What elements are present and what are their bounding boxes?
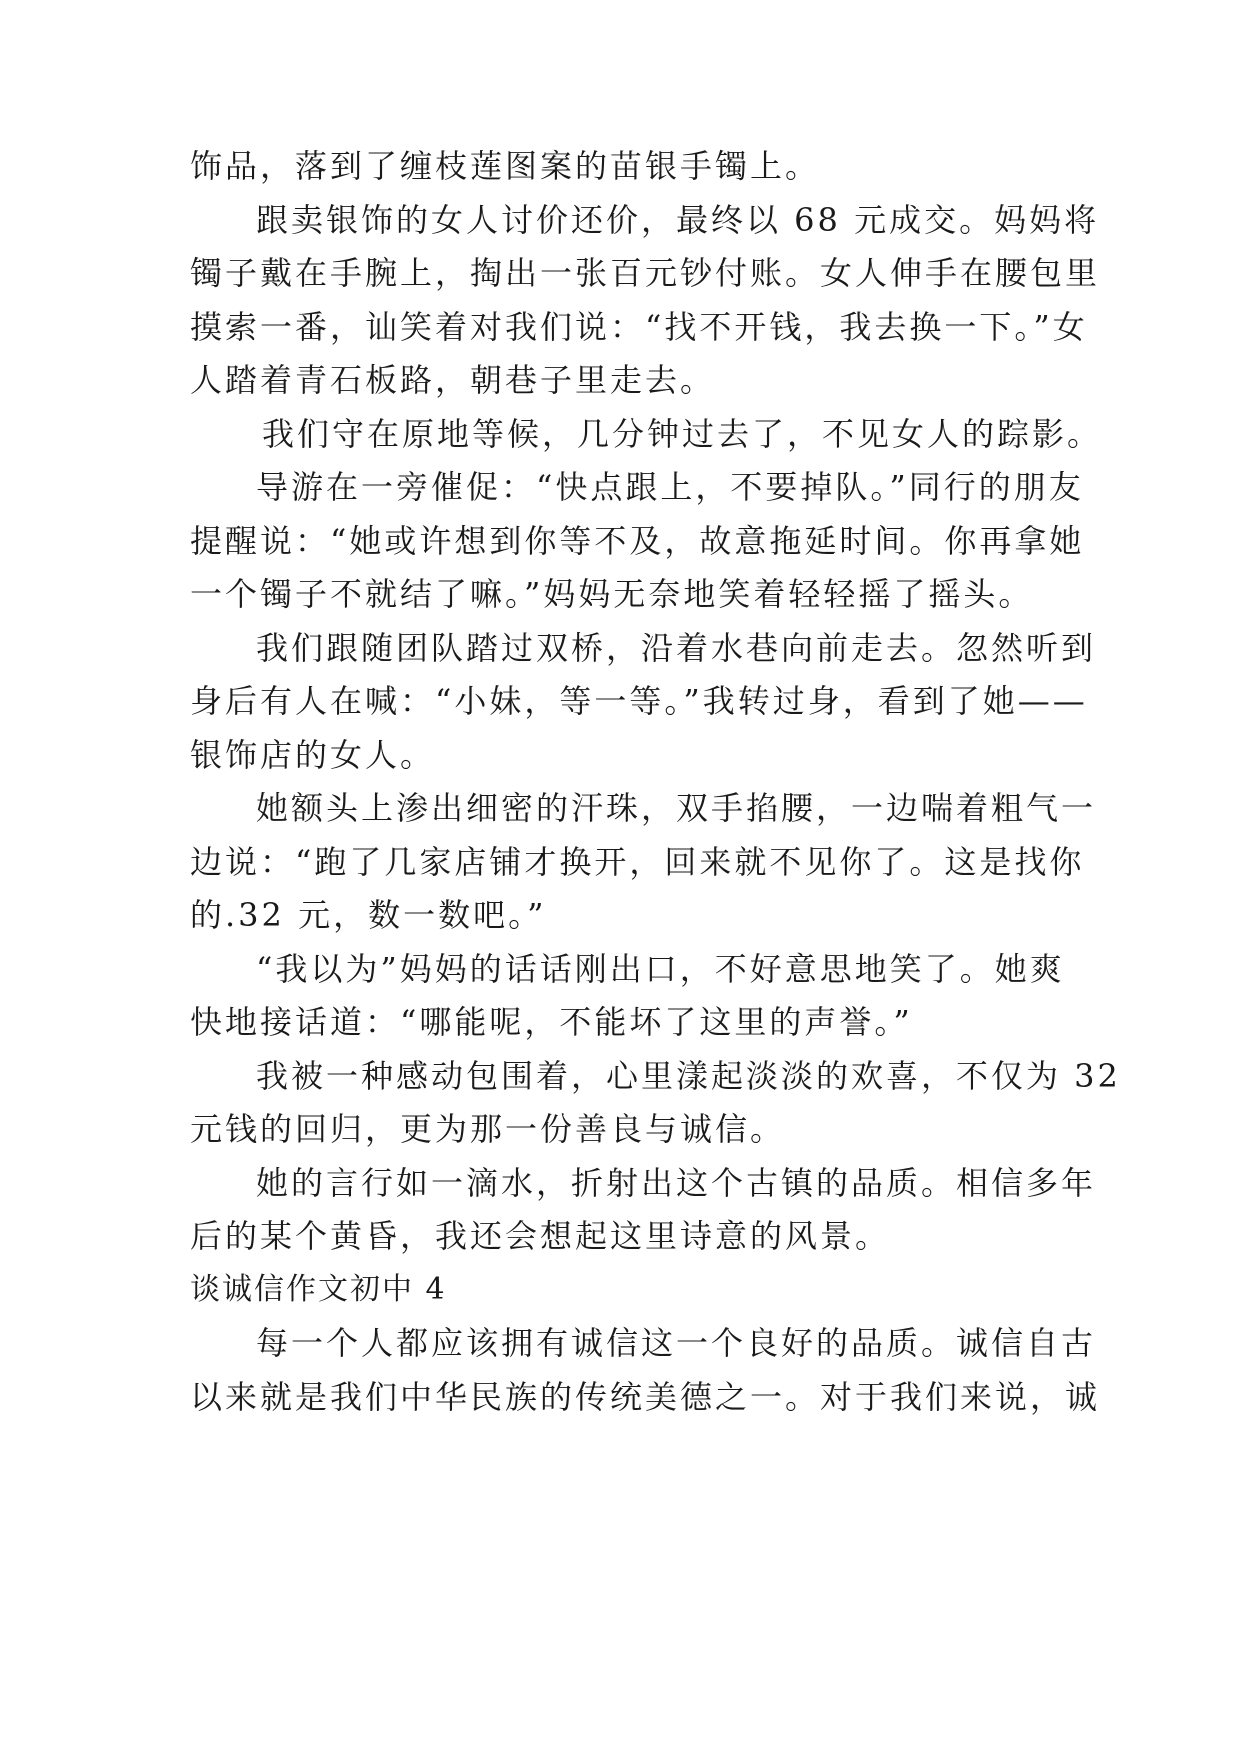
paragraph-start: 她的言行如一滴水，折射出这个古镇的品质。相信多年	[256, 1164, 1097, 1202]
text-line: 一个镯子不就结了嘛。”妈妈无奈地笑着轻轻摇了摇头。	[190, 575, 1034, 613]
text-line: 的.32 元，数一数吧。”	[190, 896, 547, 934]
text-line: 人踏着青石板路，朝巷子里走去。	[190, 361, 716, 399]
text-line: 元钱的回归，更为那一份善良与诚信。	[190, 1110, 786, 1148]
section-heading: 谈诚信作文初中 4	[190, 1272, 447, 1307]
text-line: 摸索一番，讪笑着对我们说：“找不开钱，我去换一下。”女	[190, 308, 1088, 346]
text-line: 饰品，落到了缠枝莲图案的苗银手镯上。	[190, 147, 821, 185]
text-line: 身后有人在喊：“小妹，等一等。”我转过身，看到了她——	[190, 682, 1088, 720]
paragraph-start: 她额头上渗出细密的汗珠，双手掐腰，一边喘着粗气一	[256, 789, 1097, 827]
text-line: 后的某个黄昏，我还会想起这里诗意的风景。	[190, 1217, 891, 1255]
paragraph-start: 跟卖银饰的女人讨价还价，最终以 68 元成交。妈妈将	[256, 201, 1100, 239]
paragraph-start: 我们守在原地等候，几分钟过去了，不见女人的踪影。	[262, 415, 1103, 453]
text-line: 提醒说：“她或许想到你等不及，故意拖延时间。你再拿她	[190, 522, 1085, 560]
text-line: 镯子戴在手腕上，掏出一张百元钞付账。女人伸手在腰包里	[190, 254, 1101, 292]
paragraph-start: 每一个人都应该拥有诚信这一个良好的品质。诚信自古	[256, 1324, 1097, 1362]
paragraph-start: “我以为”妈妈的话话刚出口，不好意思地笑了。她爽	[256, 950, 1065, 988]
text-line: 银饰店的女人。	[190, 736, 436, 774]
text-line: 快地接话道：“哪能呢，不能坏了这里的声誉。”	[190, 1003, 913, 1041]
paragraph-start: 我被一种感动包围着，心里漾起淡淡的欢喜，不仅为 32	[256, 1057, 1121, 1095]
text-line: 以来就是我们中华民族的传统美德之一。对于我们来说，诚	[190, 1378, 1101, 1416]
text-line: 边说：“跑了几家店铺才换开，回来就不见你了。这是找你	[190, 843, 1085, 881]
paragraph-start: 导游在一旁催促：“快点跟上，不要掉队。”同行的朋友	[256, 468, 1084, 506]
paragraph-start: 我们跟随团队踏过双桥，沿着水巷向前走去。忽然听到	[256, 629, 1097, 667]
